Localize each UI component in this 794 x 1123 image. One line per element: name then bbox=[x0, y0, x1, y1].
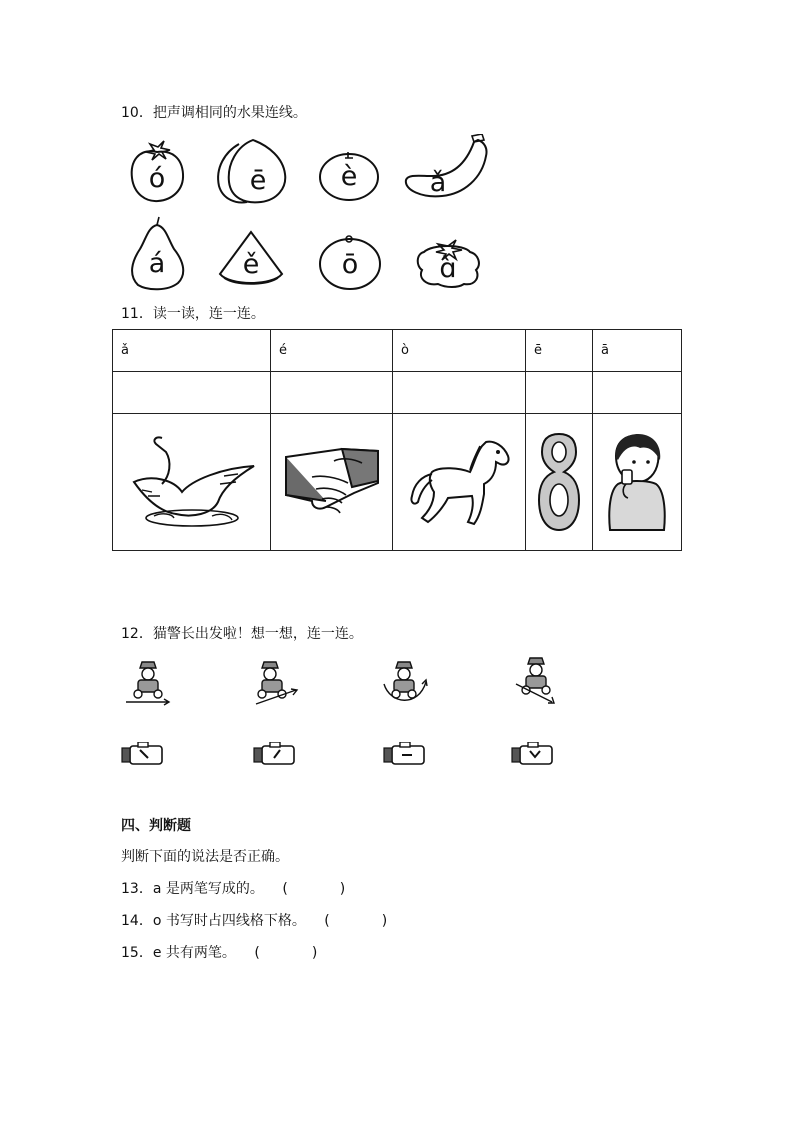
fruit-letter: ó bbox=[148, 163, 166, 194]
answer-paren-open[interactable]: ( bbox=[282, 881, 288, 897]
fruit-letter: ě bbox=[242, 249, 260, 280]
answer-paren-close[interactable]: ) bbox=[381, 913, 388, 929]
car-tone-1[interactable] bbox=[382, 742, 428, 772]
watermelon-fruit bbox=[216, 228, 286, 290]
picture-cell bbox=[271, 414, 393, 551]
cat-police-rising bbox=[252, 658, 300, 710]
cat-police-icon bbox=[252, 658, 300, 706]
boy-drinking-icon bbox=[604, 430, 670, 534]
judge-item-15 bbox=[121, 944, 317, 962]
question-12-title: 12．猫警长出发啦！想一想，连一连。 bbox=[121, 626, 363, 642]
section-heading: 四、判断题 bbox=[121, 818, 191, 834]
cat-police-icon bbox=[124, 658, 172, 706]
car-icon bbox=[510, 742, 556, 768]
header-cell: ā bbox=[593, 330, 682, 372]
picture-cell bbox=[113, 414, 271, 551]
car-tone-3[interactable] bbox=[510, 742, 556, 772]
header-cell: ò bbox=[393, 330, 526, 372]
cat-police-icon bbox=[380, 660, 430, 708]
answer-paren-open[interactable]: ( bbox=[254, 945, 260, 961]
item-text: o 书写时占四线格下格。 bbox=[152, 913, 306, 929]
item-number: 15． bbox=[121, 945, 153, 961]
cat-police-dip bbox=[380, 660, 430, 712]
answer-paren-close[interactable]: ) bbox=[311, 945, 318, 961]
answer-cell[interactable] bbox=[393, 372, 526, 414]
fruit-letter: ǎ bbox=[429, 167, 447, 198]
horse-icon bbox=[404, 432, 514, 532]
answer-paren-close[interactable]: ) bbox=[339, 881, 346, 897]
plum-fruit bbox=[318, 232, 382, 290]
car-icon bbox=[252, 742, 298, 768]
goose-icon bbox=[122, 432, 262, 532]
car-tone-4[interactable] bbox=[120, 742, 166, 772]
fig-fruit bbox=[215, 138, 289, 206]
orange-fruit bbox=[318, 150, 380, 202]
cat-police-flat bbox=[124, 658, 172, 710]
item-number: 14． bbox=[121, 913, 153, 929]
number-eight-icon bbox=[536, 430, 582, 534]
fruit-letter: á bbox=[148, 248, 166, 279]
fruit-letter: ō bbox=[341, 249, 359, 280]
handshake-icon bbox=[282, 437, 382, 527]
answer-cell[interactable] bbox=[113, 372, 271, 414]
banana-fruit bbox=[402, 134, 488, 202]
car-icon bbox=[120, 742, 166, 768]
picture-cell bbox=[526, 414, 593, 551]
tomato-fruit bbox=[128, 138, 186, 204]
judge-item-13 bbox=[121, 880, 345, 898]
answer-cell[interactable] bbox=[526, 372, 593, 414]
section-intro: 判断下面的说法是否正确。 bbox=[121, 849, 289, 865]
answer-paren-open[interactable]: ( bbox=[324, 913, 330, 929]
matching-table bbox=[112, 329, 682, 551]
cat-police-icon bbox=[512, 656, 560, 706]
header-cell: ē bbox=[526, 330, 593, 372]
pear-fruit bbox=[126, 215, 188, 291]
fruit-letter: è bbox=[340, 161, 358, 192]
car-icon bbox=[382, 742, 428, 768]
picture-cell bbox=[593, 414, 682, 551]
answer-cell[interactable] bbox=[271, 372, 393, 414]
answer-cell[interactable] bbox=[593, 372, 682, 414]
persimmon-fruit bbox=[414, 230, 482, 290]
item-number: 13． bbox=[121, 881, 153, 897]
item-text: a 是两笔写成的。 bbox=[152, 881, 264, 897]
cat-police-falling bbox=[512, 656, 560, 710]
fruit-letter: ɑ̀ bbox=[439, 253, 457, 284]
header-cell: ǎ bbox=[113, 330, 271, 372]
item-text: e 共有两笔。 bbox=[152, 945, 236, 961]
fruit-letter: ē bbox=[249, 165, 267, 196]
question-10-title: 10．把声调相同的水果连线。 bbox=[121, 105, 307, 121]
picture-cell bbox=[393, 414, 526, 551]
judge-item-14 bbox=[121, 912, 387, 930]
car-tone-2[interactable] bbox=[252, 742, 298, 772]
question-11-title: 11．读一读，连一连。 bbox=[121, 306, 265, 322]
header-cell: é bbox=[271, 330, 393, 372]
